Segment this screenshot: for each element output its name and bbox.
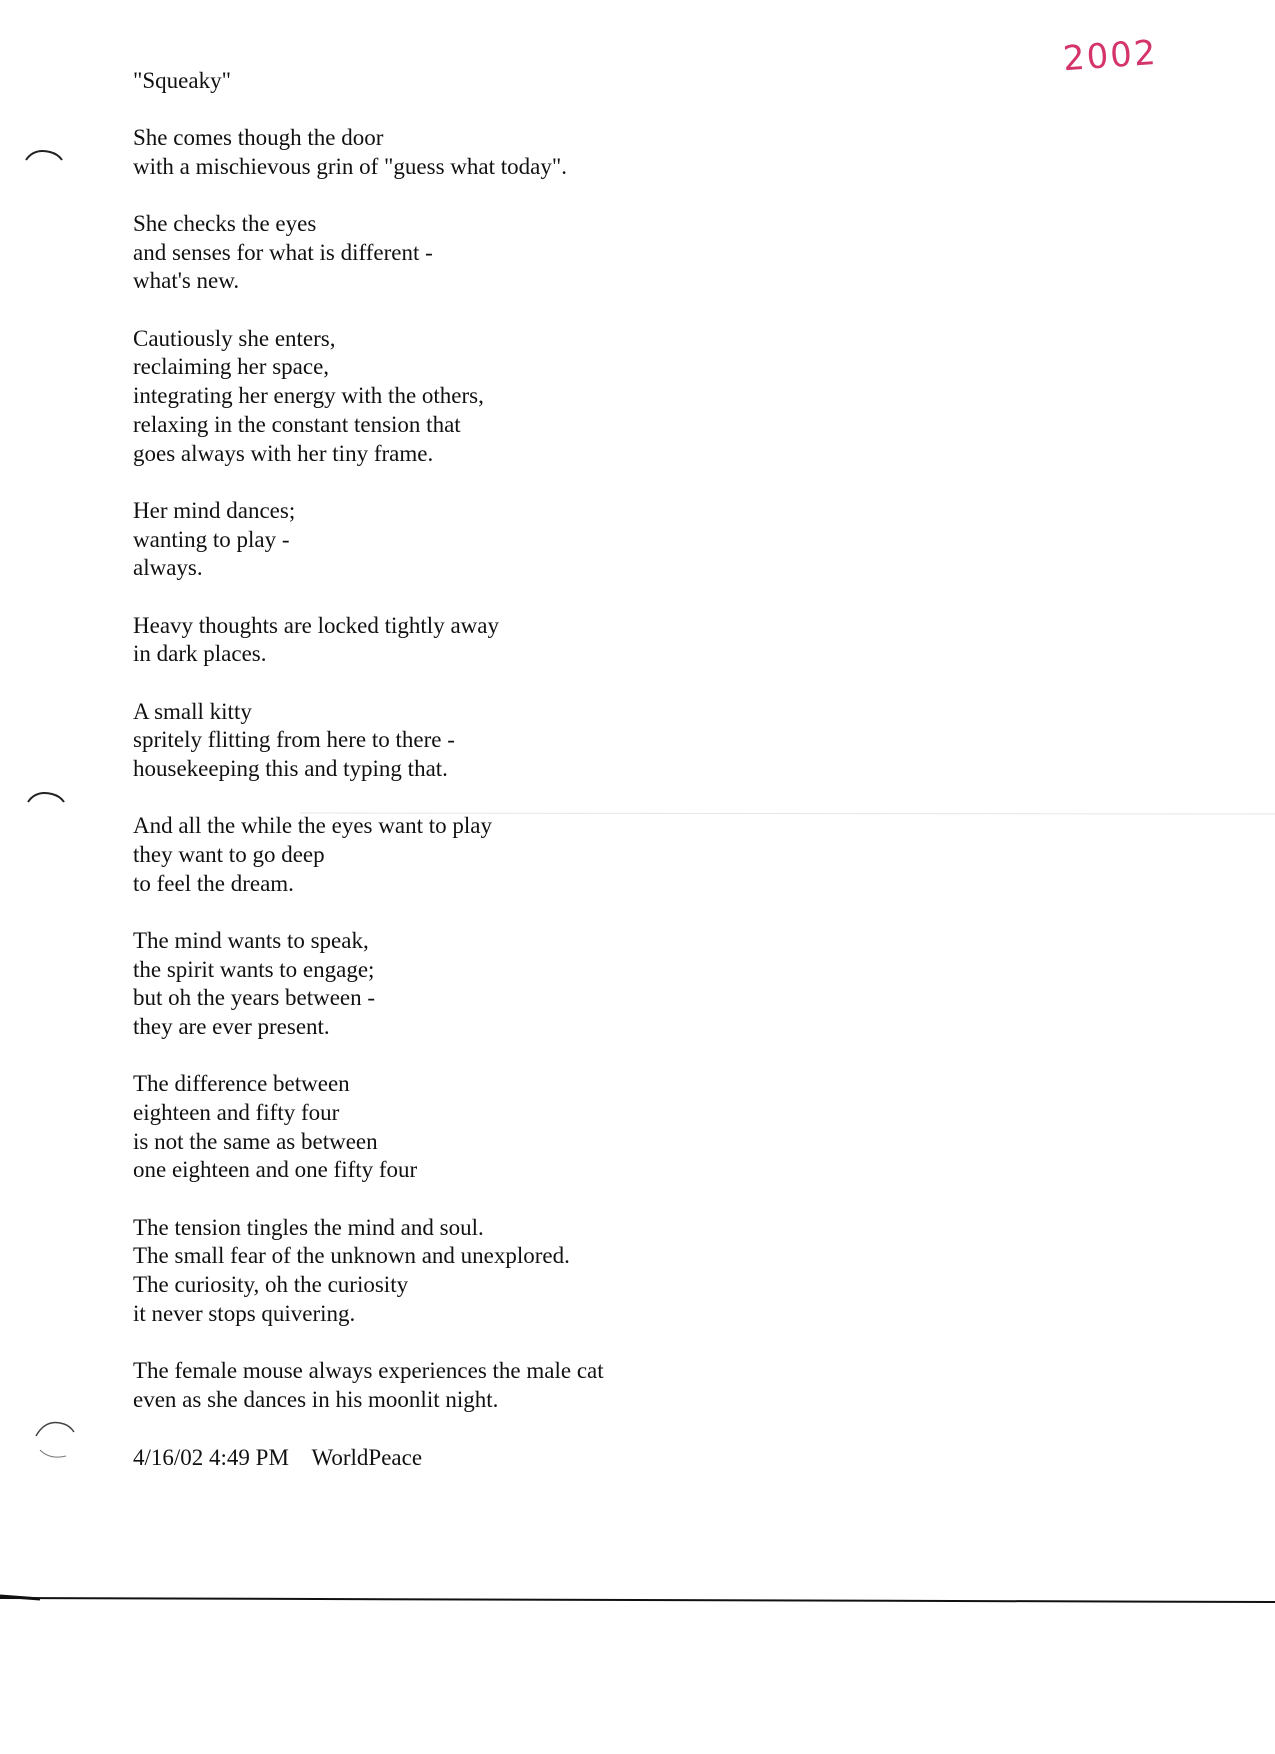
poem-signature [133,1443,893,1472]
poem-line: The curiosity, oh the curiosity [133,1272,409,1298]
poem-line: A small kitty [133,698,252,724]
punch-hole-bottom [30,1410,80,1470]
stanza [133,1214,893,1329]
poem-line: always. [133,555,203,581]
poem-line: Heavy thoughts are locked tightly away [133,612,499,638]
poem-line: She checks the eyes [133,211,317,236]
stanza [133,612,893,669]
stanza [133,497,893,583]
poem-line: they want to go deep [133,841,325,867]
poem-line: the spirit wants to engage; [133,956,375,982]
poem [133,66,893,1472]
poem-line: with a mischievous grin of "guess what today". [133,153,567,179]
stanza [133,812,893,898]
poem-line: to feel the dream. [133,870,294,896]
poem-line: The mind wants to speak, [133,927,369,953]
poem-line: but oh the years between - [133,985,376,1011]
poem-line: even as she dances in his moonlit night. [133,1386,499,1412]
poem-author: WorldPeace [311,1445,423,1471]
poem-line: eighteen and fifty four [133,1100,340,1126]
stanza [133,698,893,784]
poem-line: it never stops quivering. [133,1300,356,1326]
poem-line: The female mouse always experiences the male cat [133,1358,604,1384]
stanza [133,124,893,181]
stanza [133,927,893,1042]
poem-line: is not the same as between [133,1128,378,1154]
poem-line: and senses for what is different - [133,239,433,265]
poem-date: 4/16/02 4:49 PM [133,1445,289,1471]
punch-hole-middle [22,780,66,824]
poem-line: And all the while the eyes want to play [133,813,492,839]
poem-line: housekeeping this and typing that. [133,755,448,781]
poem-line: relaxing in the constant tension that [133,411,461,437]
poem-line: what's new. [133,268,240,294]
handwritten-year-annotation: 2002 [1061,32,1159,80]
stanza [133,1357,893,1414]
poem-line: The tension tingles the mind and soul. [133,1214,484,1240]
poem-line: goes always with her tiny frame. [133,440,434,466]
punch-hole-top [20,138,64,182]
stanza [133,210,893,296]
poem-line: Cautiously she enters, [133,325,336,351]
poem-line: Her mind dances; [133,497,296,523]
poem-title: "Squeaky" [133,68,231,93]
poem-line: The difference between [133,1071,350,1097]
poem-line: in dark places. [133,641,267,667]
poem-line: integrating her energy with the others, [133,383,484,409]
stanza [133,325,893,469]
poem-line: She comes though the door [133,125,384,150]
page-bottom-edge [0,1594,1275,1606]
poem-line: they are ever present. [133,1014,330,1040]
poem-line: reclaiming her space, [133,354,330,380]
poem-line: The small fear of the unknown and unexplored. [133,1243,570,1269]
stanza [133,1070,893,1185]
poem-line: spritely flitting from here to there - [133,727,455,753]
poem-line: one eighteen and one fifty four [133,1157,418,1183]
poem-line: wanting to play - [133,526,290,552]
